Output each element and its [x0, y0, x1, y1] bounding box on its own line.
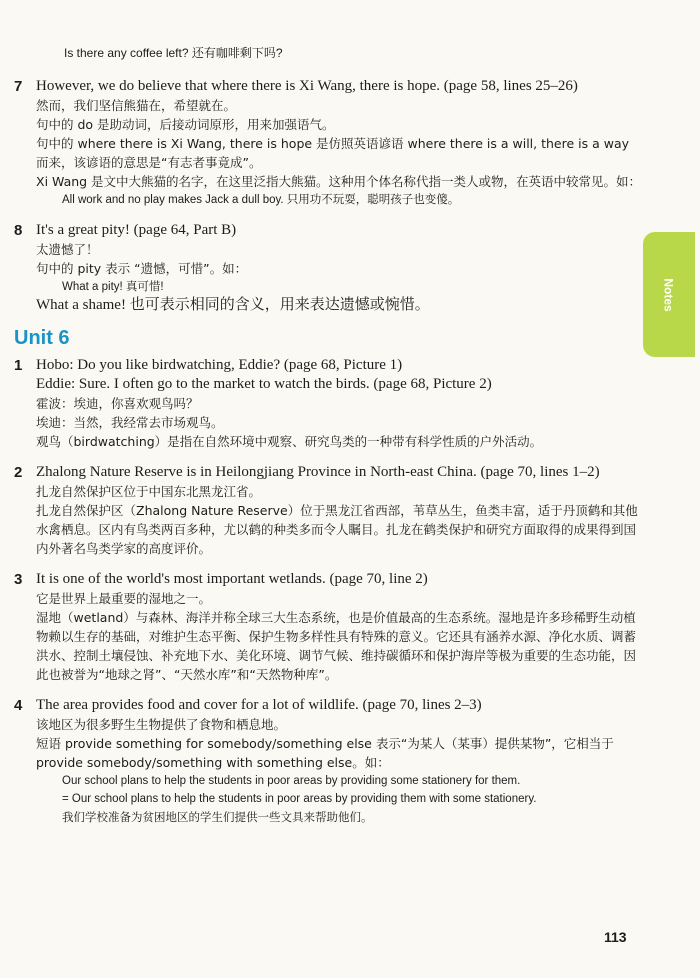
item-example: Our school plans to help the students in poor areas by providing some stationery for them. [62, 775, 521, 787]
item-example: All work and no play makes Jack a dull boy. 只用功不玩耍，聪明孩子也变傻。 [62, 194, 460, 206]
item-english: It's a great pity! (page 64, Part B) [36, 222, 237, 238]
item-line: 该地区为很多野生生物提供了食物和栖息地。 [36, 717, 287, 732]
item-line: 它是世界上最重要的湿地之一。 [36, 591, 212, 606]
item-line: 短语 provide something for somebody/something else 表示“为某人（某事）提供某物”，它相当于 provide somebody/something with something else。如： [36, 736, 614, 770]
item-line: 太遗憾了！ [36, 242, 99, 257]
note-item-u2 [14, 463, 642, 558]
notes-side-tab [643, 232, 695, 357]
note-item-8 [14, 221, 642, 315]
note-item-7 [14, 77, 642, 209]
item-line: 句中的 do 是助动词，后接动词原形，用来加强语气。 [36, 117, 335, 132]
item-number: 7 [14, 78, 23, 95]
item-english: It is one of the world's most important wetlands. (page 70, line 2) [36, 571, 428, 587]
item-line: 埃迪：当然，我经常去市场观鸟。 [36, 415, 224, 430]
item-line: Xi Wang 是文中大熊猫的名字，在这里泛指大熊猫。这种用个体名称代指一类人或物，在英语中较常见。如： [36, 174, 642, 189]
item-line: 扎龙自然保护区位于中国东北黑龙江省。 [36, 484, 262, 499]
note-item-u1 [14, 356, 642, 451]
item-english: However, we do believe that where there is Xi Wang, there is hope. (page 58, lines 25–26) [36, 78, 578, 94]
item-line: 观鸟（birdwatching）是指在自然环境中观察、研究鸟类的一种带有科学性质的户外活动。 [36, 434, 543, 449]
item-example-translation: 我们学校准备为贫困地区的学生们提供一些文具来帮助他们。 [62, 810, 373, 824]
item-example: = Our school plans to help the students in poor areas by providing them with some stationery. [62, 793, 537, 805]
item-number: 8 [14, 222, 23, 239]
item-example: What a pity! 真可惜! [62, 281, 164, 293]
item-line: 句中的 pity 表示 “遗憾，可惜”。如： [36, 261, 248, 276]
item-line: What a shame! 也可表示相同的含义，用来表达遗憾或惋惜。 [36, 297, 430, 313]
item-line: 霍波：埃迪，你喜欢观鸟吗？ [36, 396, 199, 411]
content [14, 44, 642, 838]
page-number: 113 [604, 929, 627, 945]
item-number: 2 [14, 464, 23, 481]
unit-title: Unit 6 [14, 327, 70, 349]
item-number: 1 [14, 357, 23, 374]
note-item-u4 [14, 696, 642, 826]
item-line: 扎龙自然保护区（Zhalong Nature Reserve）位于黑龙江省西部，苇草丛生，鱼类丰富，适于丹顶鹤和其他水禽栖息。区内有鸟类两百多种，尤以鹤的种类多而令人瞩目。扎龙在鹤类保护和研究方面取得的成果得到国内外著名鸟类学家的高度评价。 [36, 503, 638, 556]
item-line: 句中的 where there is Xi Wang, there is hope 是仿照英语谚语 where there is a will, there is a way 而来，该谚语的意思是“有志者事竟成”。 [36, 136, 630, 170]
item-english: Zhalong Nature Reserve is in Heilongjiang Province in North-east China. (page 70, lines 1–2) [36, 464, 600, 480]
notes-tab-label: Notes [662, 277, 676, 312]
item-line: 湿地（wetland）与森林、海洋并称全球三大生态系统，也是价值最高的生态系统。湿地是许多珍稀野生动植物赖以生存的基础，对维护生态平衡、保护生物多样性具有特殊的意义。它还具有涵养水源、净化水质、调蓄洪水、控制土壤侵蚀、补充地下水、美化环境、调节气候、维持碳循环和保护海岸等极为重要的生态功能，因此也被誉为“地球之肾”、“天然水库”和“天然物种库”。 [36, 610, 637, 682]
item-number: 3 [14, 571, 23, 588]
item-line: 然而，我们坚信熊猫在，希望就在。 [36, 98, 237, 113]
item-english: Hobo: Do you like birdwatching, Eddie? (page 68, Picture 1) [36, 357, 403, 373]
top-example: Is there any coffee left? 还有咖啡剩下吗? [64, 46, 283, 60]
note-item-u3 [14, 570, 642, 684]
item-english: Eddie: Sure. I often go to the market to watch the birds. (page 68, Picture 2) [36, 376, 492, 392]
item-english: The area provides food and cover for a lot of wildlife. (page 70, lines 2–3) [36, 697, 482, 713]
item-number: 4 [14, 697, 23, 714]
